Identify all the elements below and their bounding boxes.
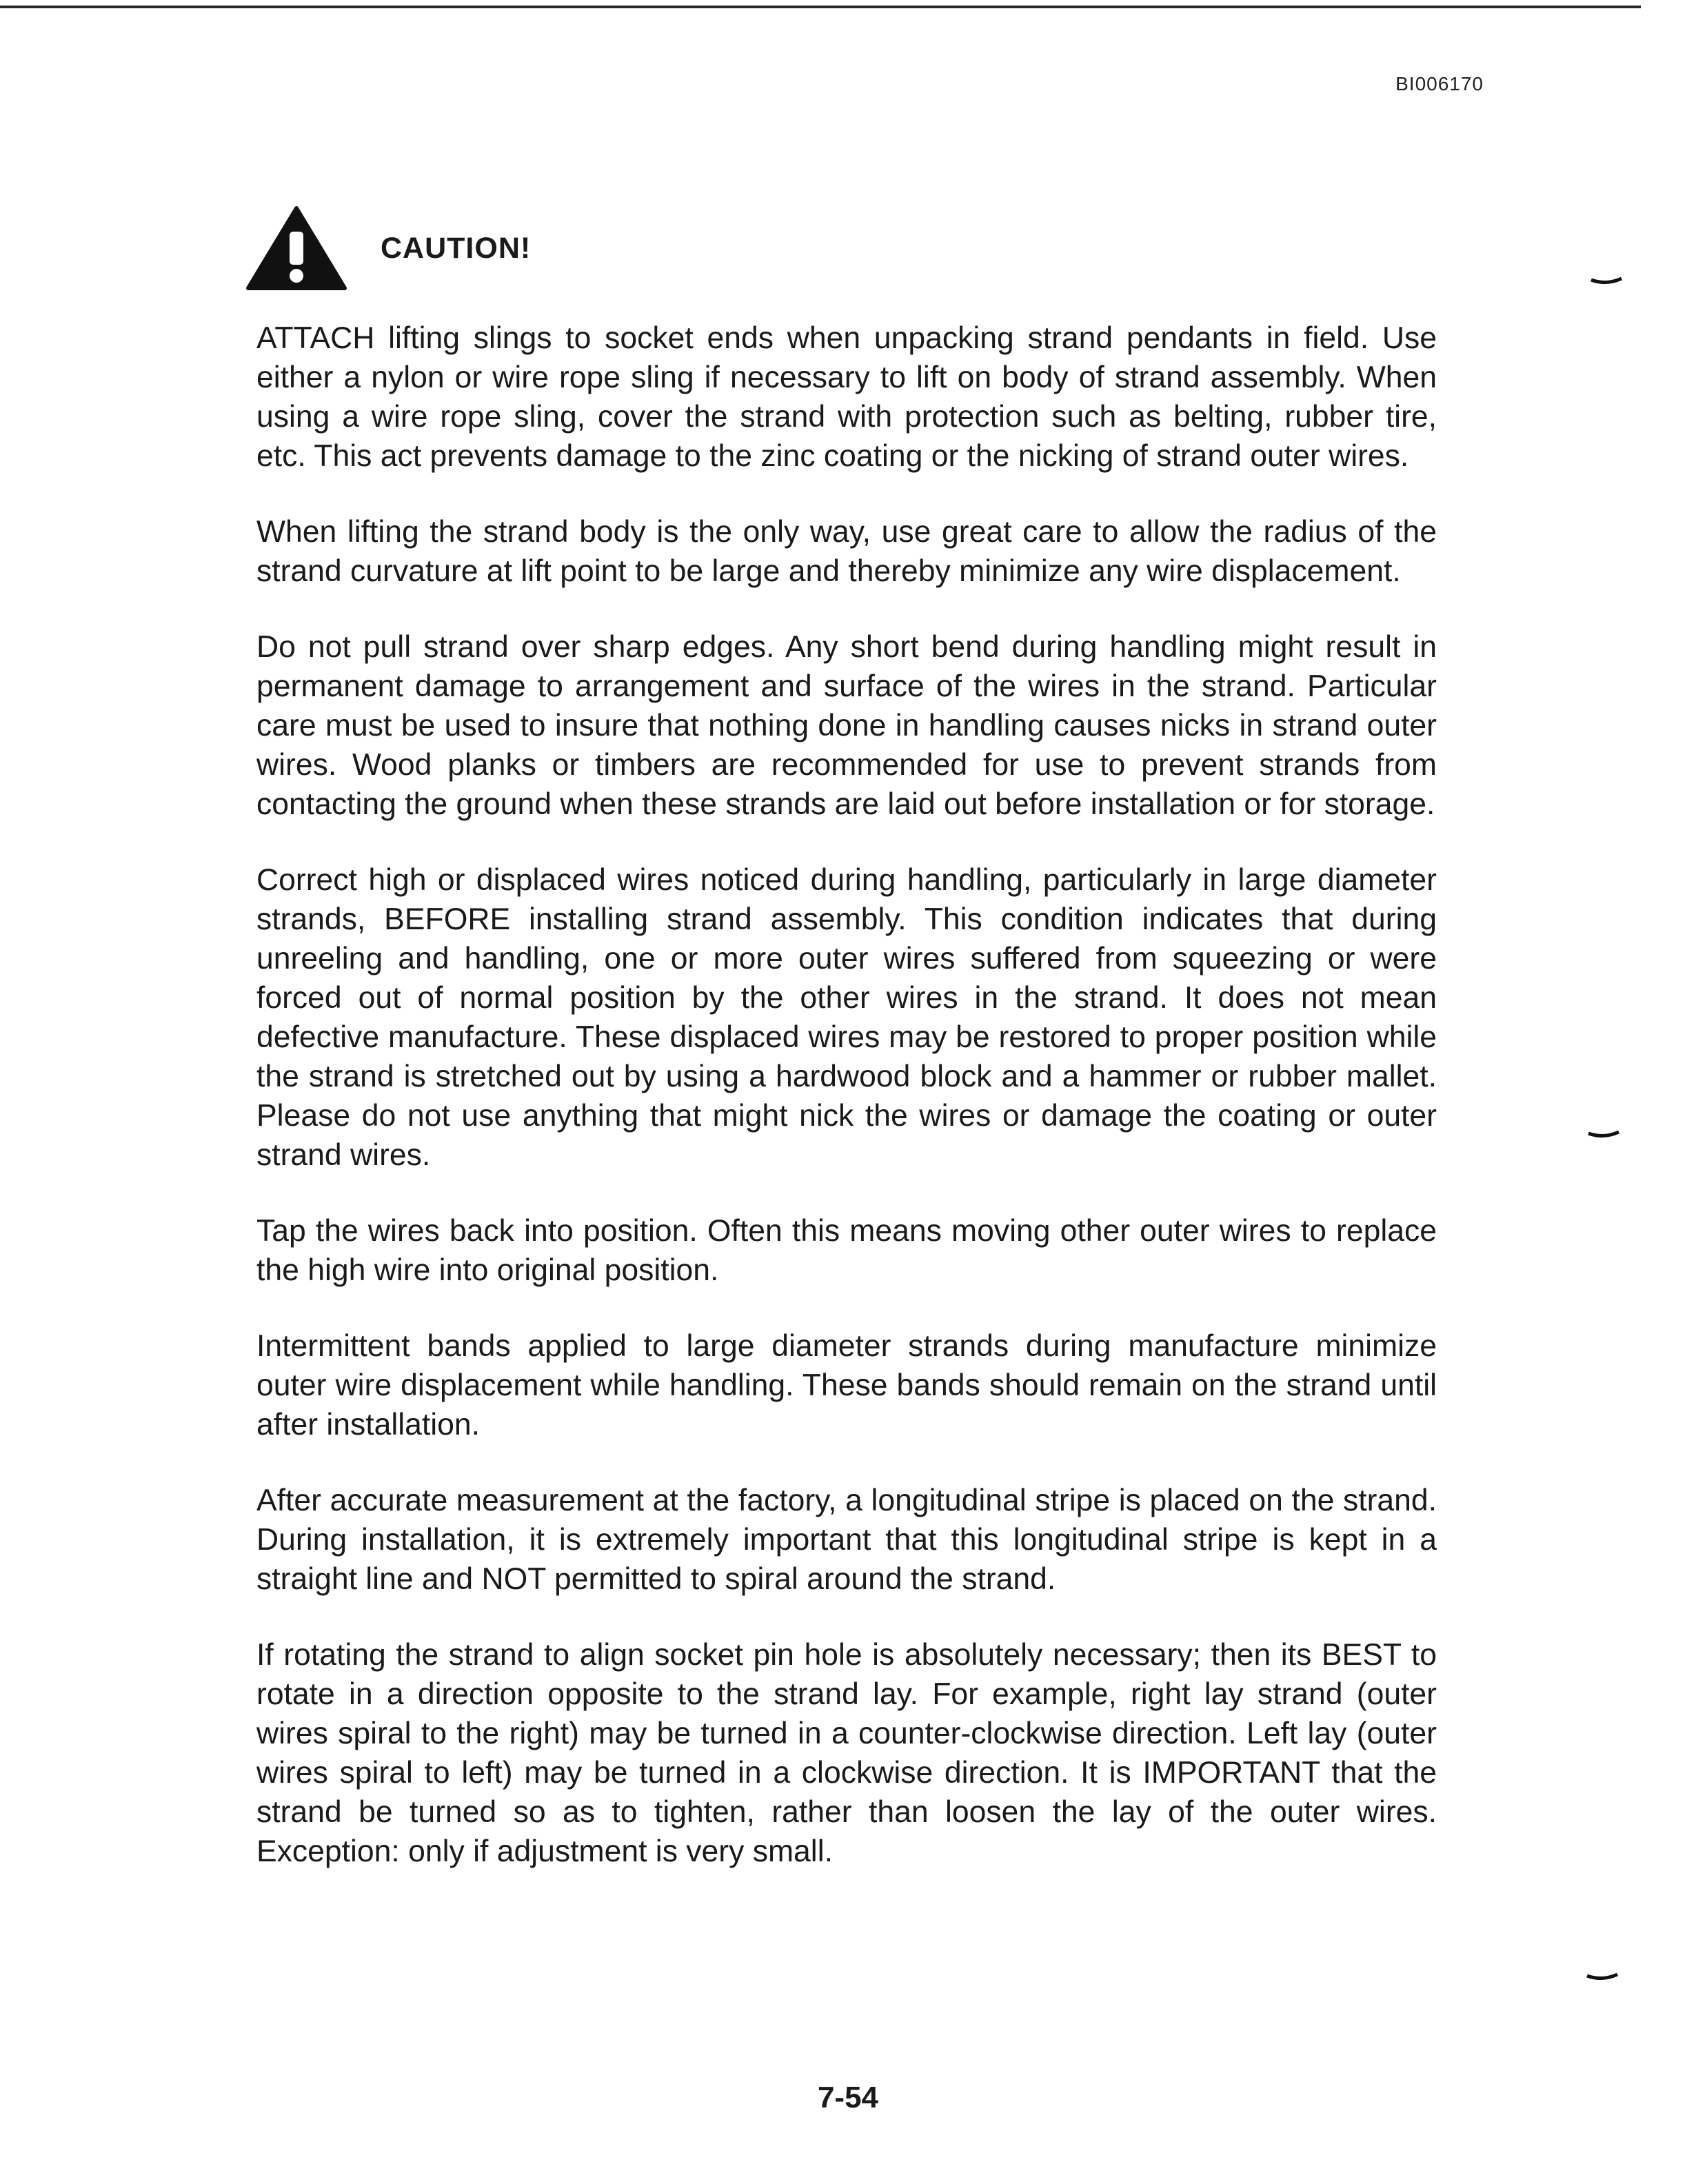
paragraph-lifting-strand-body: When lifting the strand body is the only way, use great care to allow the radius of the strand curvature at lift point to be large and thereby minimize any wire displacement. xyxy=(256,515,1437,588)
caution-title: CAUTION! xyxy=(381,231,532,265)
caution-header xyxy=(245,205,531,291)
paragraph-attach-slings: ATTACH lifting slings to socket ends when unpacking strand pendants in field. Use either a nylon or wire rope sling if necessary to lift on body of strand assembly. When using a wire rope sling, cover the strand with protection such as belting, rubber tire, etc. This act prevents damage to the zinc coating or the nicking of strand outer wires. xyxy=(256,321,1437,473)
document-id: BI006170 xyxy=(1395,73,1484,94)
paragraph-rotating-strand: If rotating the strand to align socket pin hole is absolutely necessary; then its BEST to rotate in a direction opposite to the strand lay. For example, right lay strand (outer wires spiral to the right) may be turned in a counter-clockwise direction. Left lay (outer wires spiral to left) may be turned in a clockwise direction. It is IMPORTANT that the strand be turned so as to tighten, rather than loosen the lay of the outer wires. Exception: only if adjustment is very small. xyxy=(256,1638,1437,1868)
paragraph-displaced-wires: Correct high or displaced wires noticed during handling, particularly in large diameter strands, BEFORE installing strand assembly. This condition indicates that during unreeling and handling, one or more outer wires suffered from squeezing or were forced out of normal position by the other wires in the strand. It does not mean defective manufacture. These displaced wires may be restored to proper position while the strand is stretched out by using a hardwood block and a hammer or rubber mallet. Please do not use anything that might nick the wires or damage the coating or outer strand wires. xyxy=(256,863,1437,1172)
top-rule xyxy=(0,6,1641,8)
warning-triangle-icon xyxy=(245,205,347,291)
margin-mark xyxy=(1586,1973,1619,1981)
margin-mark xyxy=(1590,277,1623,285)
caution-body xyxy=(256,318,1437,1908)
paragraph-intermittent-bands: Intermittent bands applied to large diameter strands during manufacture minimize outer wire displacement while handling. These bands should remain on the strand until after installation. xyxy=(256,1329,1437,1442)
paragraph-sharp-edges: Do not pull strand over sharp edges. Any short bend during handling might result in permanent damage to arrangement and surface of the wires in the strand. Particular care must be used to insure that nothing done in handling causes nicks in strand outer wires. Wood planks or timbers are recommended for use to prevent strands from contacting the ground when these strands are laid out before installation or for storage. xyxy=(256,630,1437,821)
margin-mark xyxy=(1587,1131,1620,1139)
paragraph-tap-wires: Tap the wires back into position. Often this means moving other outer wires to replace the high wire into original position. xyxy=(256,1214,1437,1287)
page-number: 7-54 xyxy=(817,2081,879,2114)
paragraph-longitudinal-stripe: After accurate measurement at the factory, a longitudinal stripe is placed on the strand. During installation, it is extremely important that this longitudinal stripe is kept in a straight line and NOT permitted to spiral around the strand. xyxy=(256,1484,1437,1596)
